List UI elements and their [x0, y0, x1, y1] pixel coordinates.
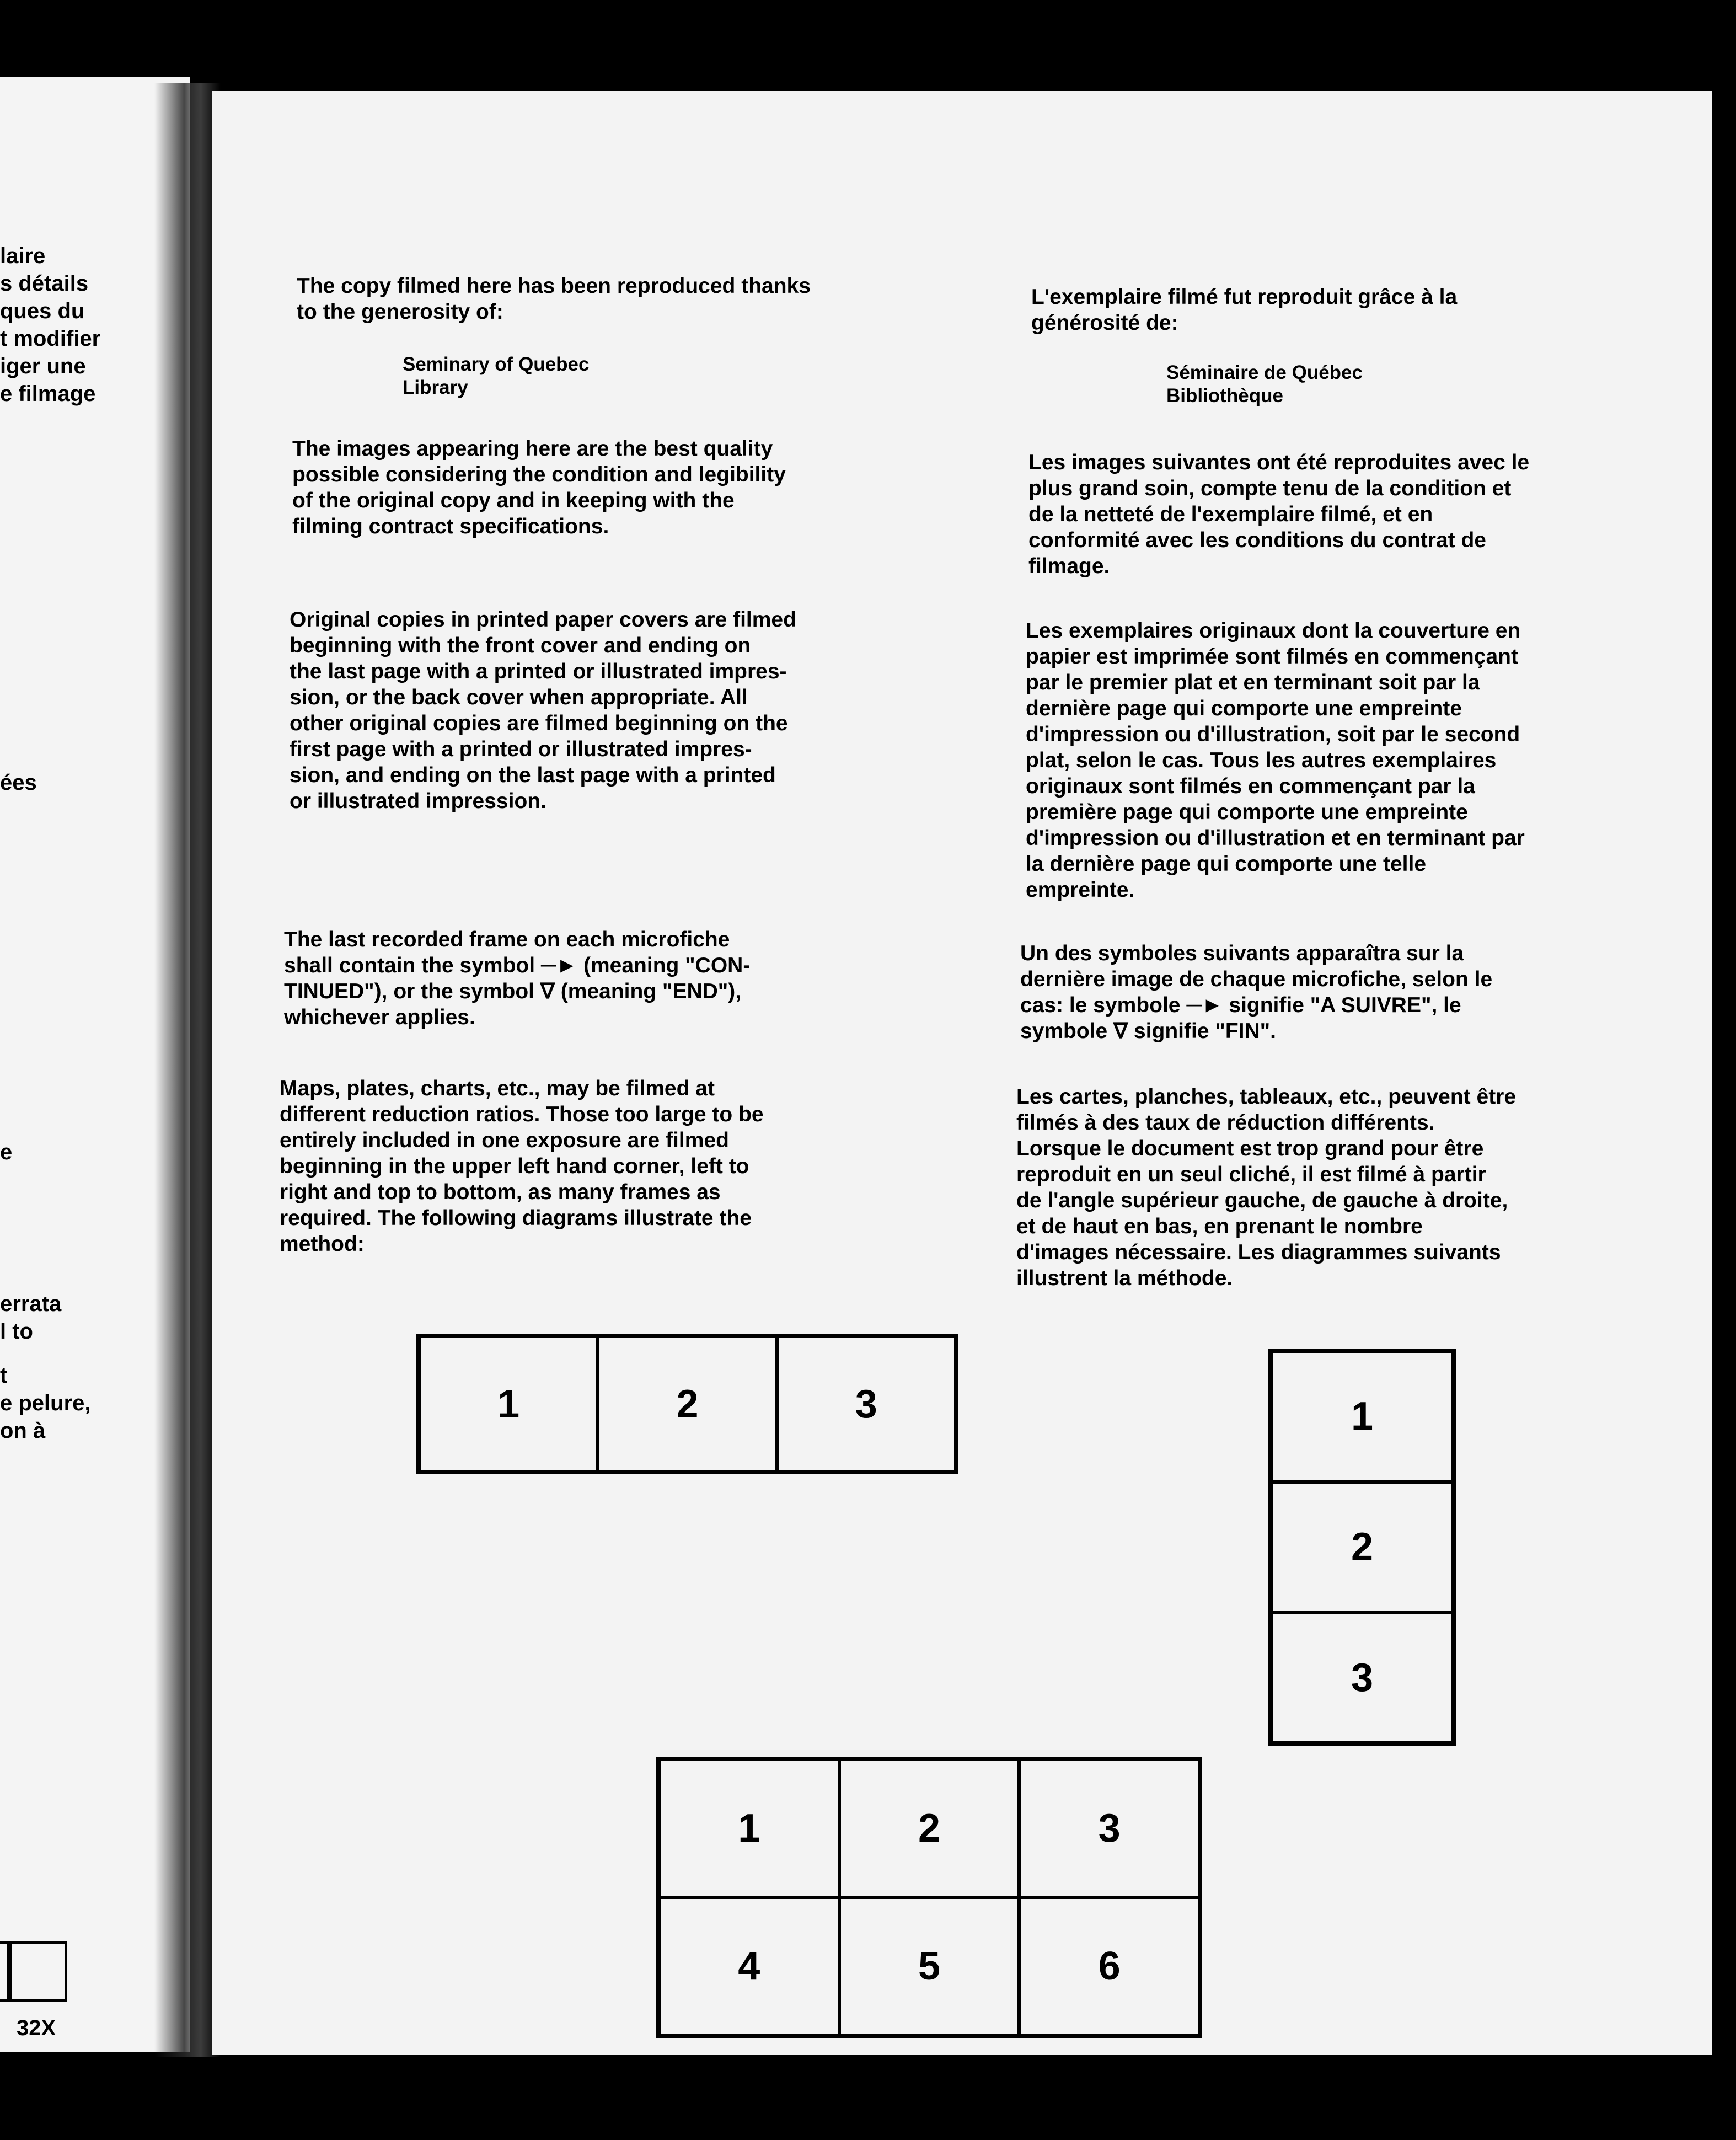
frame-cell: 2 [839, 1759, 1020, 1897]
fragment-text: ques du [0, 299, 85, 323]
fragment-text: iger une [0, 354, 86, 378]
fragment-text: l to [0, 1319, 33, 1344]
french-original-copies-notice: Les exemplaires originaux dont la couverture en papier est imprimée sont filmés en commençant par le premier plat et en terminant soit par la dernière page qui comporte une empreinte d'impression ou d'illustration, soit par le second plat, selon le cas. Tous les autres exemplaires originaux sont filmés en commençant par la première page qui comporte une empreinte d'impression ou d'illustration et en terminant par la dernière page qui comporte une telle empreinte. [1026, 619, 1525, 902]
scale-box [0, 1941, 9, 2002]
fragment-text: s détails [0, 271, 89, 296]
fragment-text: e [0, 1140, 13, 1164]
english-thanks-intro: The copy filmed here has been reproduced thanks to the generosity of: [297, 274, 811, 324]
frame-cell: 1 [659, 1759, 839, 1897]
fragment-text: e pelure, [0, 1391, 91, 1415]
frame-cell: 5 [839, 1897, 1020, 2035]
diagram-horizontal-frames [416, 1334, 958, 1474]
fragment-text: ées [0, 771, 37, 795]
french-thanks-intro: L'exemplaire filmé fut reproduit grâce à la générosité de: [1031, 285, 1458, 335]
frame-cell: 6 [1019, 1897, 1199, 2035]
frame-cell: 2 [1271, 1482, 1453, 1613]
scale-box [9, 1941, 67, 2002]
fragment-text: errata [0, 1292, 62, 1316]
fragment-text: laire [0, 244, 46, 268]
fragment-text: on à [0, 1419, 46, 1443]
english-quality-notice: The images appearing here are the best quality possible considering the condition and legibility of the original copy and in keeping with the filming contract specifications. [292, 437, 786, 538]
french-library-name: Séminaire de Québec Bibliothèque [1166, 362, 1363, 406]
french-quality-notice: Les images suivantes ont été reproduites avec le plus grand soin, compte tenu de la condition et de la netteté de l'exemplaire filmé, et en conformité avec les conditions du contrat de filmage. [1028, 451, 1530, 578]
english-maps-notice: Maps, plates, charts, etc., may be filmed at different reduction ratios. Those too large to be entirely included in one exposure are filmed beginning in the upper left hand corner, left to right and top to bottom, as many frames as required. The following diagrams illustrate the method: [280, 1077, 764, 1256]
english-library-name: Seminary of Quebec Library [403, 354, 590, 398]
frame-cell: 3 [1271, 1612, 1453, 1743]
page-spine-shadow [154, 83, 221, 2057]
reduction-scale-boxes [0, 1941, 69, 2002]
main-page [212, 91, 1712, 2055]
diagram-vertical-frames [1268, 1349, 1456, 1746]
english-original-copies-notice: Original copies in printed paper covers are filmed beginning with the front cover and ending on the last page with a printed or illustrated impres- sion, or the back cover when appropriate. All other original copies are filmed beginning on the first page with a printed or illustrated impres- sion, and ending on the last page with a printed or illustrated impression. [290, 608, 796, 813]
frame-cell: 1 [1271, 1351, 1453, 1482]
frame-cell: 4 [659, 1897, 839, 2035]
french-maps-notice: Les cartes, planches, tableaux, etc., peuvent être filmés à des taux de réduction différents. Lorsque le document est trop grand pour être reproduit en un seul cliché, il est filmé à partir de l'angle supérieur gauche, de gauche à droite, et de haut en bas, en prenant le nombre d'images nécessaire. Les diagrammes suivants illustrent la méthode. [1016, 1085, 1517, 1290]
fragment-text: t [0, 1363, 8, 1388]
frame-cell: 1 [419, 1336, 598, 1472]
french-last-frame-notice: Un des symboles suivants apparaîtra sur la dernière image de chaque microfiche, selon le cas: le symbole ─► signifie "A SUIVRE", le symbole ∇ signifie "FIN". [1020, 941, 1493, 1043]
fragment-text: t modifier [0, 327, 101, 351]
frame-cell: 3 [777, 1336, 956, 1472]
reduction-label: 32X [17, 2016, 56, 2040]
frame-cell: 2 [598, 1336, 776, 1472]
frame-cell: 3 [1019, 1759, 1199, 1897]
english-last-frame-notice: The last recorded frame on each microfiche shall contain the symbol ─► (meaning "CON- TINUED"), or the symbol ∇ (meaning "END"), whichever applies. [284, 928, 751, 1029]
diagram-grid-frames [656, 1757, 1202, 2038]
fragment-text: e filmage [0, 382, 96, 406]
